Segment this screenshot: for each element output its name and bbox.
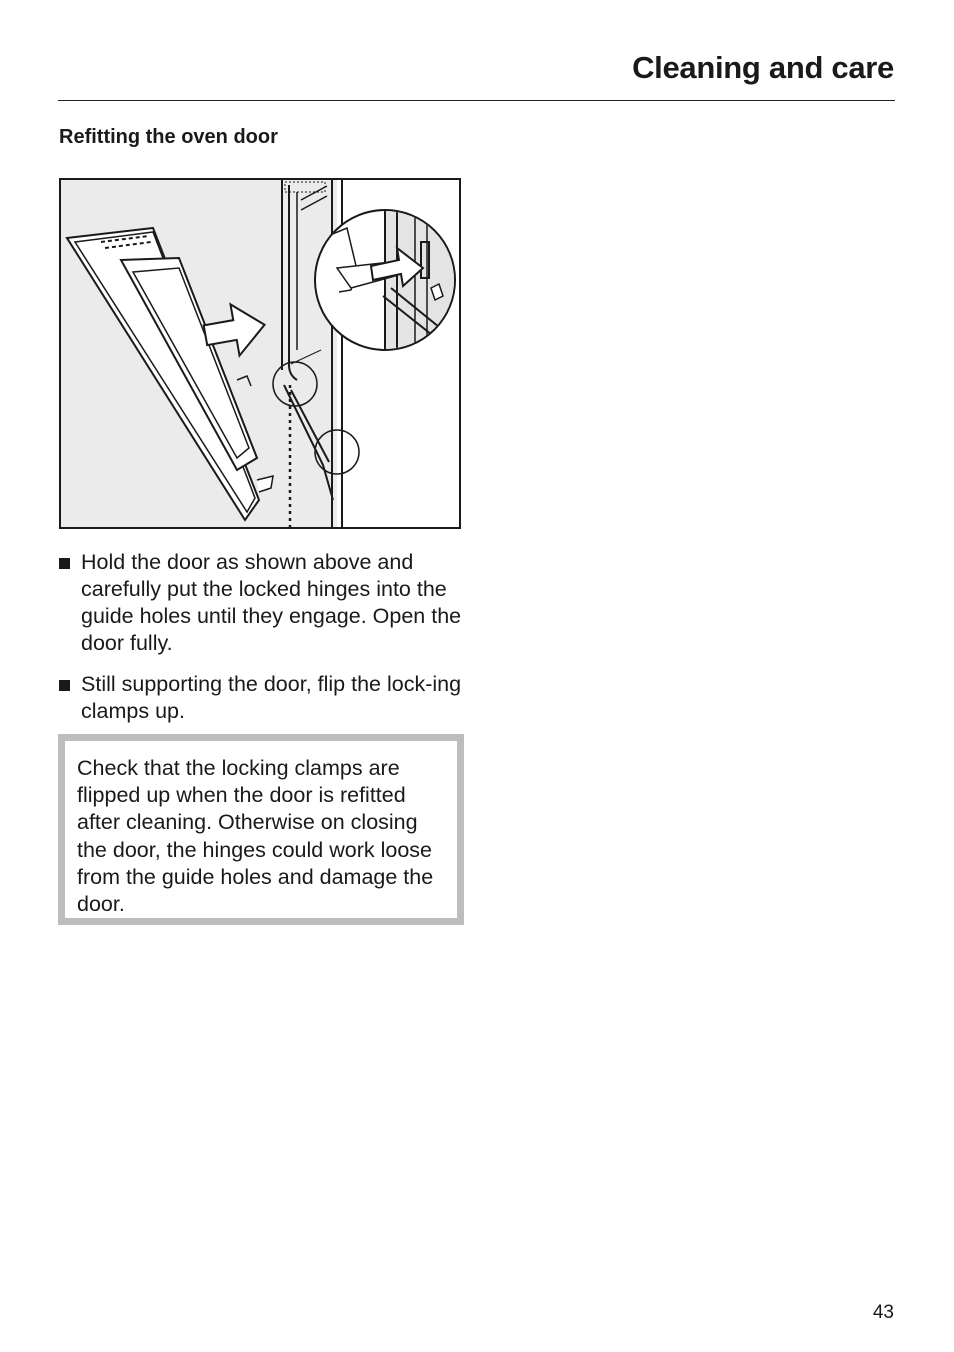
instruction-item (58, 671, 468, 725)
bullet-square-icon (59, 558, 70, 569)
warning-note-text: Check that the locking clamps are flipped up when the door is refitted after cleaning. Otherwise on closing the door, the hinges could work loose from the guide holes and damage the door. (77, 756, 434, 917)
page-title: Cleaning and care (632, 50, 894, 85)
oven-door-illustration (59, 178, 461, 529)
hinge-detail-magnifier-icon (315, 210, 455, 350)
page-number: 43 (872, 1302, 894, 1323)
instruction-text: Hold the door as shown above and carefully put the locked hinges into the guide holes until they engage. Open the door fully. (81, 550, 462, 655)
warning-note (58, 734, 464, 925)
instruction-text: Still supporting the door, flip the lock-ing clamps up. (81, 672, 462, 723)
bullet-square-icon (59, 680, 70, 691)
section-heading: Refitting the oven door (59, 126, 278, 148)
instruction-list (58, 549, 468, 739)
title-divider (58, 100, 895, 101)
instruction-item (58, 549, 468, 657)
oven-door (67, 228, 273, 520)
